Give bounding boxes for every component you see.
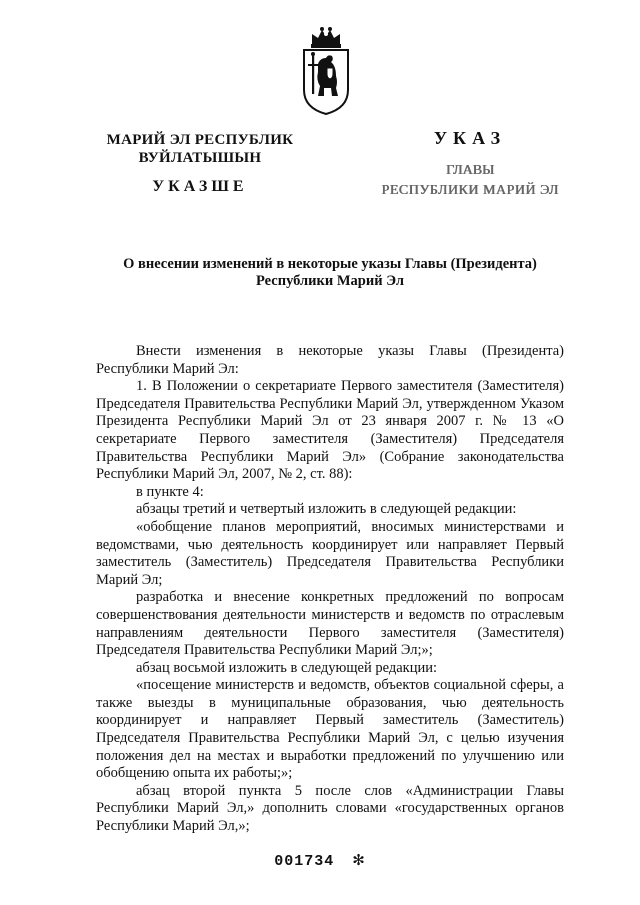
header-left-line1: МАРИЙ ЭЛ РЕСПУБЛИК [106,132,294,148]
coat-of-arms-icon [298,24,354,116]
title-line2: Республики Марий Эл [256,273,404,289]
paragraph: абзацы третий и четвертый изложить в следующей редакции: [136,501,517,518]
header-right-decree-word: УКАЗ [433,128,507,148]
document-footer [0,851,640,870]
paragraph: абзац второй пункта 5 после слов «Администрации Главы Республики Марий Эл,» дополнить словами «государственных органов Республики Марий Эл,»; [96,782,564,835]
document-body [96,343,564,836]
title-line1: О внесении изменений в некоторые указы Главы (Президента) [123,256,537,272]
header-right-line3: РЕСПУБЛИКИ МАРИЙ ЭЛ [381,183,559,198]
paragraph: разработка и внесение конкретных предложений по вопросам совершенствования деятельности министерств и ведомств по отраслевым направлениям деятельности Первого заместителя (Заместителя) Председателя Правительства Республики Марий Эл;»; [96,589,564,659]
asterisk-icon: ✻ [352,851,366,869]
paragraph: абзац восьмой изложить в следующей редакции: [136,659,438,676]
paragraph: «обобщение планов мероприятий, вносимых министерствами и ведомствами, чью деятельность координирует или направляет Первый заместитель (Заместитель) Председателя Правительства Республики Марий Эл; [96,518,564,588]
paragraph: Внести изменения в некоторые указы Главы (Президента) Республики Марий Эл: [96,343,564,377]
paragraph: в пункте 4: [136,483,204,500]
paragraph: 1. В Положении о секретариате Первого заместителя (Заместителя) Председателя Правительства Республики Марий Эл, утвержденном Указом Президента Республики Марий Эл от 23 января 2007 г. № 13 «О секретариате Первого заместителя (Заместителя) Председателя Правительства Республики Марий Эл» (Собрание законодательства Республики Марий Эл, 2007, № 2, ст. 88): [96,378,564,483]
header-right-line2: ГЛАВЫ [445,163,495,178]
header-left-decree-word: УКАЗШЕ [152,178,248,195]
header-left-line2: ВУЙЛАТЫШЫН [138,150,262,166]
paragraph: «посещение министерств и ведомств, объектов социальной сферы, а также выезды в муниципальные образования, чью деятельность координирует и направляет Первый заместитель (Заместитель) Председателя Правительства Республики Марий Эл, с целью изучения положения дел на местах и выработки предложений по улучшению или обобщению опыта их работы;»; [96,677,564,782]
document-serial-number: 001734 [274,853,335,870]
document-title [95,256,565,290]
